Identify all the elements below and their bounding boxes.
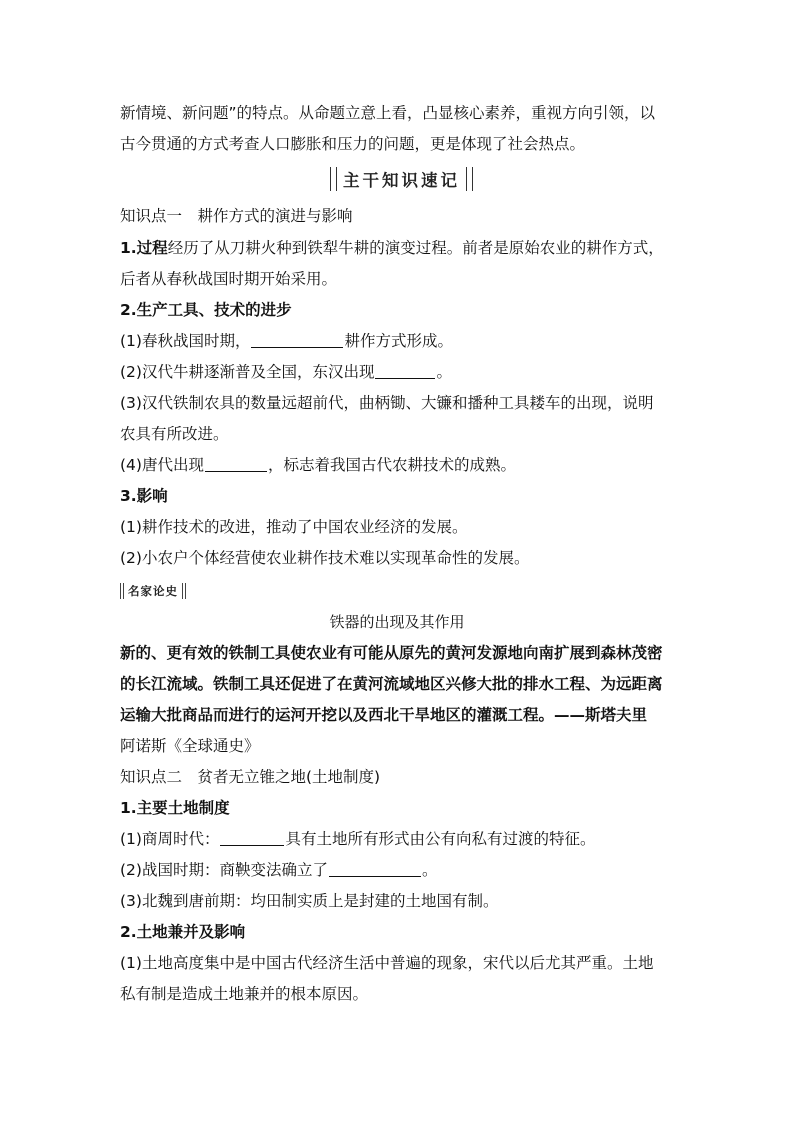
kp2-effect-1-line1: (1)土地高度集中是中国古代经济生活中普遍的现象，宋代以后尤其严重。土地 <box>120 954 654 972</box>
kp2-sub1-pre: (1)商周时代： <box>120 830 220 848</box>
title-bar-left <box>330 167 337 191</box>
kp1-effect-1: (1)耕作技术的改进，推动了中国农业经济的发展。 <box>120 518 468 536</box>
fill-blank[interactable] <box>220 829 284 846</box>
kp2-item1-label: 1.主要土地制度 <box>120 799 230 817</box>
kp1-sub3-line1: (3)汉代铁制农具的数量远超前代，曲柄锄、大镰和播种工具耧车的出现，说明 <box>120 394 654 412</box>
kp1-item1-label: 1.过程 <box>120 239 168 257</box>
tag-bar-right <box>182 583 186 599</box>
section-title-banner <box>330 166 473 192</box>
kp2-item2-label: 2.土地兼并及影响 <box>120 923 246 941</box>
intro-line-2: 古今贯通的方式考查人口膨胀和压力的问题，更是体现了社会热点。 <box>120 135 586 153</box>
kp1-item1-cont: 后者从春秋战国时期开始采用。 <box>120 270 338 288</box>
quote-line-4: 阿诺斯《全球通史》 <box>120 737 260 755</box>
kp1-item3-label: 3.影响 <box>120 487 168 505</box>
kp1-sub2 <box>120 361 680 383</box>
kp1-sub1 <box>120 330 680 352</box>
section-title: 主干知识速记 <box>343 171 460 190</box>
intro-line-1: 新情境、新问题”的特点。从命题立意上看，凸显核心素养，重视方向引领，以 <box>120 104 656 122</box>
kp1-sub4-pre: (4)唐代出现 <box>120 456 204 474</box>
kp1-sub2-pre: (2)汉代牛耕逐渐普及全国，东汉出现 <box>120 363 375 381</box>
kp2-sub3: (3)北魏到唐前期：均田制实质上是封建的土地国有制。 <box>120 892 499 910</box>
kp1-item1 <box>120 237 680 259</box>
quote-line-3: 运输大批商品而进行的运河开挖以及西北干旱地区的灌溉工程。——斯塔夫里 <box>120 706 648 724</box>
fill-blank[interactable] <box>251 331 343 348</box>
kp1-item2-label: 2.生产工具、技术的进步 <box>120 301 292 319</box>
kp2-effect-1-line2: 私有制是造成土地兼并的根本原因。 <box>120 985 369 1003</box>
tag-label: 名家论史 <box>128 584 178 598</box>
title-bar-right <box>466 167 473 191</box>
kp2-sub1-post: 具有土地所有形式由公有向私有过渡的特征。 <box>285 830 596 848</box>
quote-line-2: 的长江流域。铁制工具还促进了在黄河流域地区兴修大批的排水工程、为远距离 <box>120 675 663 693</box>
quote-line-1: 新的、更有效的铁制工具使农业有可能从原先的黄河发源地向南扩展到森林茂密 <box>120 644 663 662</box>
kp1-sub1-post: 耕作方式形成。 <box>344 332 453 350</box>
kp2-sub2-pre: (2)战国时期：商鞅变法确立了 <box>120 861 328 879</box>
fill-blank[interactable] <box>329 860 421 877</box>
fill-blank[interactable] <box>205 455 267 472</box>
expert-view-tag <box>120 582 186 600</box>
fill-blank[interactable] <box>375 362 435 379</box>
kp1-item1-text: 经历了从刀耕火种到铁犁牛耕的演变过程。前者是原始农业的耕作方式， <box>167 239 664 257</box>
kp1-sub2-post: 。 <box>436 363 452 381</box>
kp1-sub3-line2: 农具有所改进。 <box>120 425 229 443</box>
kp2-sub2 <box>120 859 680 881</box>
quote-title: 铁器的出现及其作用 <box>329 613 465 631</box>
kp1-sub4-post: ，标志着我国古代农耕技术的成熟。 <box>267 456 516 474</box>
kp1-heading: 知识点一 耕作方式的演进与影响 <box>120 207 353 225</box>
kp2-heading: 知识点二 贫者无立锥之地(土地制度) <box>120 768 381 786</box>
kp1-sub1-pre: (1)春秋战国时期， <box>120 332 251 350</box>
kp1-effect-2: (2)小农户个体经营使农业耕作技术难以实现革命性的发展。 <box>120 549 530 567</box>
kp2-sub1 <box>120 828 680 850</box>
kp2-sub2-post: 。 <box>421 861 438 879</box>
kp1-sub4 <box>120 454 680 476</box>
